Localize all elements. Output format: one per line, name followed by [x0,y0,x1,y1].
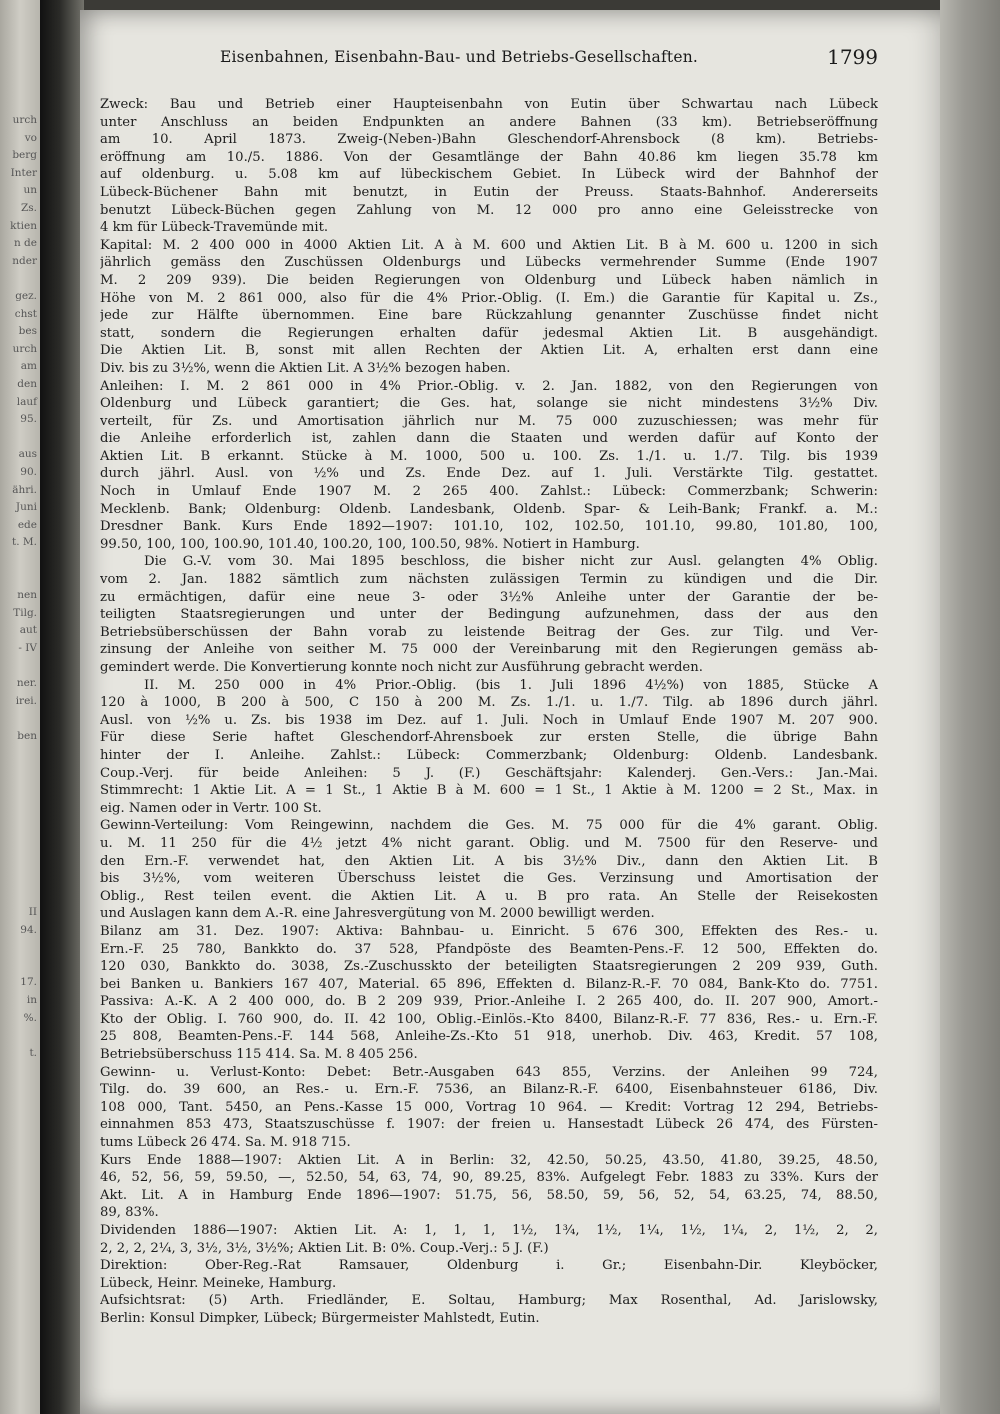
header-title: Eisenbahnen, Eisenbahn-Bau- und Betriebs-Gesellschaften. [220,48,699,66]
text-line: benutzt Lübeck-Büchen gegen Zahlung von M. 12 000 pro anno eine Geleisstrecke von [100,202,878,218]
text-line: Div. bis zu 3½%, wenn die Aktien Lit. A 3½% bezogen haben. [100,360,511,376]
text-line: Ern.-F. 25 780, Bankkto do. 37 528, Pfandpöste des Beamten-Pens.-F. 12 500, Effekten do. [100,941,878,957]
facing-page-fragment: aut [19,624,37,637]
text-line: Oldenburg und Lübeck garantiert; die Ges. hat, solange sie nicht mindestens 3½% Div. [100,396,878,412]
text-line: Die Aktien Lit. B, sonst mit allen Rechten der Aktien Lit. A, erhalten erst dann eine [100,343,878,359]
text-line: 120 à 1000, B 200 à 500, C 150 à 200 M. Zs. 1./1. u. 1./7. Tilg. ab 1896 durch jährl. [100,695,878,711]
text-line: Akt. Lit. A in Hamburg Ende 1896—1907: 51.75, 56, 58.50, 59, 56, 52, 54, 63.25, 74, 88.50, [100,1187,878,1203]
text-line: Aktien Lit. B erkannt. Stücke à M. 1000, 500 u. 100. Zs. 1./1. u. 1./7. Tilg. bis 1939 [100,448,878,464]
facing-page-fragment: Zs. [20,202,37,214]
text-line: die Anleihe erforderlich ist, zahlen dann die Staaten und werden dafür auf Konto der [100,431,878,447]
facing-page-fragment: gez. [15,290,37,302]
paragraph-dividenden [100,1222,878,1257]
text-line: jährlich gemäss den Zuschüssen Oldenburgs und Lübecks vermehrender Summe (Ende 1907 [100,255,878,271]
text-line: Bilanz am 31. Dez. 1907: Aktiva: Bahnbau- u. Einricht. 5 676 300, Effekten des Res.- u. [100,923,878,939]
facing-page-fragment: nen [17,589,37,602]
text-line: Lübeck-Büchener Bahn mit benutzt, in Eutin der Preuss. Staats-Bahnhof. Andererseits [100,184,878,200]
paragraph-gewinn-verlust [100,1064,878,1152]
book-gutter [40,0,84,1414]
text-line: zu ermächtigen, dafür eine neue 3- oder 3½% Anleihe unter der Garantie der be- [100,589,878,605]
facing-page-fragment: bes [18,325,37,338]
facing-page-fragment: n de [13,237,37,250]
text-line: am 10. April 1873. Zweig-(Neben-)Bahn Gleschendorf-Ahrensbock (8 km). Betriebs- [100,132,878,148]
paragraph-kurs [100,1152,878,1222]
text-line: Tilg. do. 39 600, an Res.- u. Ern.-F. 7536, an Bilanz-R.-F. 6400, Eisenbahnsteuer 6186, Div. [100,1082,878,1098]
text-line: 108 000, Tant. 5450, an Pens.-Kasse 15 000, Vortrag 10 964. — Kredit: Vortrag 12 294, Betriebs- [100,1099,878,1115]
facing-page-fragment: in [26,994,37,1006]
text-line: 99.50, 100, 100, 100.90, 101.40, 100.20, 100, 100.50, 98%. Notiert in Hamburg. [100,536,640,552]
text-line: eig. Namen oder in Vertr. 100 St. [100,800,322,816]
text-line: Dividenden 1886—1907: Aktien Lit. A: 1, 1, 1, 1½, 1¾, 1½, 1¼, 1½, 1¼, 2, 1½, 2, 2, [100,1223,878,1238]
text-line: Stimmrecht: 1 Aktie Lit. A = 1 St., 1 Aktie B à M. 600 = 1 St., 1 Aktie à M. 1200 = 2 St., Max. in [100,783,878,799]
text-line: Oblig., Rest teilen event. die Aktien Lit. A u. B pro rata. An Stelle der Reisekosten [100,888,878,904]
text-line: unter Anschluss an beiden Endpunkten an andere Bahnen (33 km). Betriebseröffnung [100,114,878,130]
text-line: Gewinn- u. Verlust-Konto: Debet: Betr.-Ausgaben 643 855, Verzins. der Anleihen 99 724, [100,1064,878,1080]
text-line: Noch in Umlauf Ende 1907 M. 2 265 400. Zahlst.: Lübeck: Commerzbank; Schwerin: [100,484,878,500]
facing-page-fragment: aus [18,448,37,461]
text-line: Mecklenb. Bank; Oldenburg: Oldenb. Landesbank, Oldenb. Spar- & Leih-Bank; Frankf. a. M.: [100,501,878,517]
text-line: jede zur Hälfte übernommen. Eine bare Rückzahlung genannter Zuschüsse findet nicht [100,308,878,324]
text-line: Berlin: Konsul Dimpker, Lübeck; Bürgermeister Mahlstedt, Eutin. [100,1310,540,1326]
text-line: Betriebsüberschüssen der Bahn vorab zu leistende Beitrag der Ges. zur Tilg. und Ver- [100,624,878,640]
paragraph-aufsichtsrat [100,1292,878,1327]
text-line: durch jährl. Ausl. von ½% und Zs. Ende Dez. auf 1. Juli. Verstärkte Tilg. gestattet. [100,466,878,482]
paragraph-kapital [100,237,878,378]
paragraph-anleihe-ii [100,677,878,818]
facing-page-fragment: 17. [20,976,37,989]
text-line: Gewinn-Verteilung: Vom Reingewinn, nachdem die Ges. M. 75 000 für die 4% garant. Oblig. [100,818,878,834]
paragraph-gv-beschluss [100,553,878,676]
facing-page-fragment: un [23,184,37,197]
facing-page-fragment: lauf [16,395,37,408]
facing-page-fragment: vo [24,131,37,144]
text-line: einnahmen 853 473, Staatszuschüsse f. 1907: der freien u. Hansestadt Lübeck 26 474, des Fürsten- [100,1117,878,1133]
facing-page-fragment: den [17,378,37,390]
facing-page-fragment: ede [17,518,37,531]
facing-page-fragment: t. [29,1046,37,1059]
page-body-text [100,96,878,1328]
text-line: zinsung der Anleihe von seither M. 75 000 der Vereinbarung mit den Regierungen gemäss ab- [100,642,878,658]
facing-page-fragment: t. M. [12,536,37,549]
facing-page-fragment: 94. [20,923,37,936]
page-number: 1799 [827,45,878,69]
page-stack-edge [940,0,1000,1414]
paragraph-zweck [100,96,878,237]
text-line: 46, 52, 56, 59, 59.50, —, 52.50, 54, 63, 74, 90, 89.25, 83%. Aufgelegt Febr. 1883 zu 33%. Kurs der [100,1170,878,1186]
facing-page-fragment: nder [12,254,37,267]
facing-page-fragment: 95. [20,413,37,426]
text-line: statt, sondern die Regierungen erhalten dafür jedesmal Aktien Lit. B ausgehändigt. [100,325,878,341]
text-line: Höhe von M. 2 861 000, also für die 4% Prior.-Oblig. (I. Em.) die Garantie für Kapital u. Zs., [100,290,878,306]
facing-page-fragment: berg [12,149,37,162]
text-line: bis 3½%, vom weiteren Überschuss leistet die Ges. Verzinsung und Amortisation der [100,871,878,887]
text-line: Die G.-V. vom 30. Mai 1895 beschloss, die bisher nicht zur Ausl. gelangten 4% Oblig. [144,554,878,570]
text-line: und Auslagen kann dem A.-R. eine Jahresvergütung von M. 2000 bewilligt werden. [100,906,655,922]
paragraph-direktion [100,1257,878,1292]
facing-page-fragment: 90. [20,466,37,478]
text-line: Coup.-Verj. für beide Anleihen: 5 J. (F.) Geschäftsjahr: Kalenderj. Gen.-Vers.: Jan.-Mai. [100,765,878,781]
facing-page-fragment: Tilg. [13,606,37,619]
text-line: 25 808, Beamten-Pens.-F. 144 568, Anleihe-Zs.-Kto 51 918, unerhob. Div. 463, Kredit. 57 108, [100,1029,878,1045]
text-line: u. M. 11 250 für die 4½ jetzt 4% nicht garant. Oblig. und M. 7500 für den Reserve- und [100,835,878,851]
facing-page-fragment: ktien [10,219,37,232]
facing-page-fragment: irei. [15,694,37,707]
running-header [140,45,880,78]
text-line: 89, 83%. [100,1205,159,1221]
facing-page-fragment: chst [14,307,37,320]
facing-page-edge [0,0,40,1414]
facing-page-fragment: ähri. [12,483,37,496]
text-line: Dresdner Bank. Kurs Ende 1892—1907: 101.10, 102, 102.50, 101.10, 99.80, 101.80, 100, [100,519,878,535]
text-line: teiligten Staatsregierungen und unter der Bedingung aufzunehmen, dass der aus den [100,607,878,623]
text-line: Zweck: Bau und Betrieb einer Haupteisenbahn von Eutin über Schwartau nach Lübeck [100,97,878,112]
facing-page-fragment: II [28,906,37,918]
facing-page-fragment: Inter [10,166,37,179]
facing-page-fragment: ben [17,730,37,742]
text-line: 4 km für Lübeck-Travemünde mit. [100,220,329,236]
facing-page-fragment: Juni [15,501,37,514]
facing-page-fragment: urch [12,114,37,126]
text-line: Kto der Oblig. I. 760 900, do. II. 42 100, Oblig.-Einlös.-Kto 8400, Bilanz-R.-F. 77 836, Res.- u. Ern.-F. [100,1011,878,1027]
paragraph-bilanz [100,923,878,1064]
text-line: Für diese Serie haftet Gleschendorf-Ahrensboek zur ersten Stelle, die übrige Bahn [100,730,878,746]
text-line: 120 030, Bankkto do. 3038, Zs.-Zuschusskto der beteiligten Staatsregierungen 2 209 939, Guth. [100,959,878,975]
text-line: Kapital: M. 2 400 000 in 4000 Aktien Lit. A à M. 600 und Aktien Lit. B à M. 600 u. 1200 in sich [100,237,878,253]
text-line: Betriebsüberschuss 115 414. Sa. M. 8 405 256. [100,1047,418,1063]
text-line: II. M. 250 000 in 4% Prior.-Oblig. (bis 1. Juli 1896 4½%) von 1885, Stücke A [144,677,878,693]
text-line: bei Banken u. Bankiers 167 407, Material. 65 896, Effekten d. Bilanz-R.-F. 70 084, Bank-Kto do. 7751. [100,976,878,992]
facing-page-fragment: urch [12,342,37,355]
text-line: den Ern.-F. verwendet hat, den Aktien Lit. A bis 3½% Div., dann den Aktien Lit. B [100,853,878,869]
facing-page-fragment: am [20,360,37,373]
facing-page-fragment: - IV [18,642,37,654]
text-line: auf oldenburg. u. 5.08 km auf lübeckischem Gebiet. In Lübeck wird der Bahnhof der [100,167,878,183]
text-line: M. 2 209 939). Die beiden Regierungen von Oldenburg und Lübeck haben nämlich in [100,272,878,288]
paragraph-anleihen [100,378,878,554]
text-line: Kurs Ende 1888—1907: Aktien Lit. A in Berlin: 32, 42.50, 50.25, 43.50, 41.80, 39.25, 48.50, [100,1152,878,1168]
text-line: eröffnung am 10./5. 1886. Von der Gesamtlänge der Bahn 40.86 km liegen 35.78 km [100,149,878,165]
text-line: vom 2. Jan. 1882 sämtlich zum nächsten zulässigen Termin zu kündigen und die Dir. [100,572,878,588]
paragraph-gewinn-verteilung [100,817,878,923]
text-line: Ausl. von ½% u. Zs. bis 1938 im Dez. auf 1. Juli. Noch in Umlauf Ende 1907 M. 207 900. [100,712,878,728]
text-line: gemindert werde. Die Konvertierung konnte noch nicht zur Ausführung gebracht werden. [100,660,703,675]
text-line: Direktion: Ober-Reg.-Rat Ramsauer, Oldenburg i. Gr.; Eisenbahn-Dir. Kleyböcker, [100,1258,878,1274]
text-line: tums Lübeck 26 474. Sa. M. 918 715. [100,1135,351,1151]
text-line: Lübeck, Heinr. Meineke, Hamburg. [100,1275,337,1291]
text-line: Anleihen: I. M. 2 861 000 in 4% Prior.-Oblig. v. 2. Jan. 1882, von den Regierungen von [100,378,878,394]
text-line: Aufsichtsrat: (5) Arth. Friedländer, E. Soltau, Hamburg; Max Rosenthal, Ad. Jarislowsky, [100,1293,878,1309]
facing-page-fragment: ner. [16,677,37,690]
facing-page-fragment: %. [23,1011,37,1024]
text-line: verteilt, für Zs. und Amortisation jährlich nur M. 75 000 zuzuschiessen; was mehr für [100,413,878,429]
text-line: 2, 2, 2, 2¼, 3, 3½, 3½, 3½%; Aktien Lit. B: 0%. Coup.-Verj.: 5 J. (F.) [100,1240,549,1256]
text-line: hinter der I. Anleihe. Zahlst.: Lübeck: Commerzbank; Oldenburg: Oldenb. Landesbank. [100,747,878,763]
text-line: Passiva: A.-K. A 2 400 000, do. B 2 209 939, Prior.-Anleihe I. 2 265 400, do. II. 207 900, Amort.- [100,994,878,1010]
